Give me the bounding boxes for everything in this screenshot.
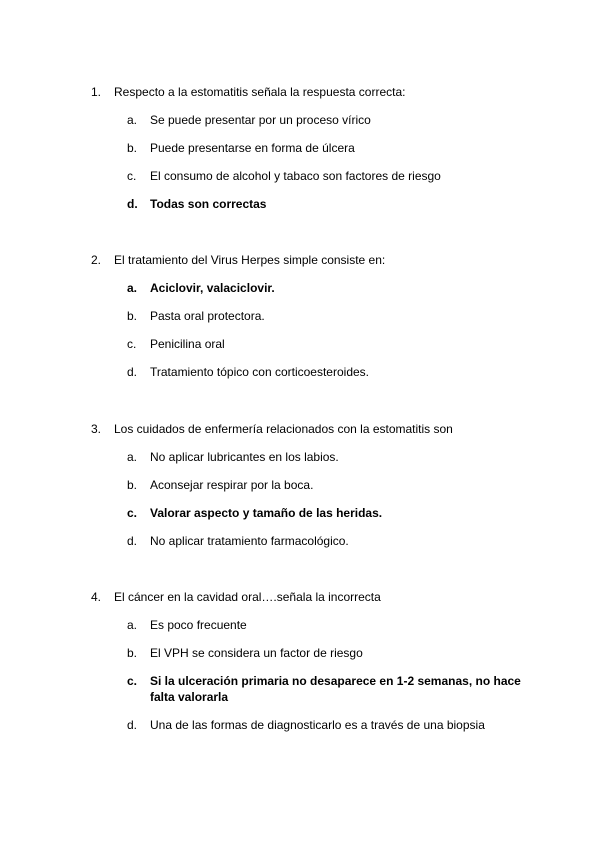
option-text: Penicilina oral (150, 337, 225, 351)
option-letter: c. (127, 506, 138, 520)
option-letter: a. (127, 450, 138, 464)
option-letter: d. (127, 534, 138, 548)
option-text: Aciclovir, valaciclovir. (150, 281, 275, 295)
option-text: Una de las formas de diagnosticarlo es a través de una biopsia (150, 718, 485, 732)
question-text: Los cuidados de enfermería relacionados con la estomatitis son (114, 422, 453, 436)
question-number: 4. (91, 590, 102, 604)
question-text: Respecto a la estomatitis señala la respuesta correcta: (114, 85, 406, 99)
option-letter: c. (127, 169, 137, 183)
option-letter: b. (127, 478, 138, 492)
question-stem (0, 84, 600, 100)
question-text: El tratamiento del Virus Herpes simple consiste en: (114, 253, 386, 267)
option-text: Todas son correctas (150, 197, 267, 211)
option-text: Es poco frecuente (150, 618, 247, 632)
option-letter: c. (127, 337, 137, 351)
option-letter: d. (127, 365, 138, 379)
option-letter: b. (127, 141, 138, 155)
option-text: Valorar aspecto y tamaño de las heridas. (150, 506, 383, 520)
option-text: No aplicar tratamiento farmacológico. (150, 534, 349, 548)
question-stem (0, 421, 600, 437)
option-text: Aconsejar respirar por la boca. (150, 478, 314, 492)
option-letter: c. (127, 674, 138, 688)
option-letter: d. (127, 718, 138, 732)
question-number: 2. (91, 253, 102, 267)
option-text: Pasta oral protectora. (150, 309, 265, 323)
option-letter: a. (127, 281, 138, 295)
option-text: Si la ulceración primaria no desaparece en 1-2 semanas, no hace falta valorarla (150, 674, 521, 704)
question-number: 3. (91, 422, 102, 436)
option-text: No aplicar lubricantes en los labios. (150, 450, 339, 464)
question-stem (0, 252, 600, 268)
option-text: Tratamiento tópico con corticoesteroides. (150, 365, 369, 379)
option-letter: a. (127, 113, 138, 127)
question-stem (0, 589, 600, 605)
option-letter: b. (127, 309, 138, 323)
option-text: El consumo de alcohol y tabaco son factores de riesgo (150, 169, 441, 183)
option-text: El VPH se considera un factor de riesgo (150, 646, 363, 660)
option-text: Puede presentarse en forma de úlcera (150, 141, 355, 155)
option-letter: b. (127, 646, 138, 660)
question-text: El cáncer en la cavidad oral….señala la incorrecta (114, 590, 381, 604)
option-letter: a. (127, 618, 138, 632)
option-text: Se puede presentar por un proceso vírico (150, 113, 371, 127)
question-number: 1. (91, 85, 102, 99)
option-letter: d. (127, 197, 138, 211)
